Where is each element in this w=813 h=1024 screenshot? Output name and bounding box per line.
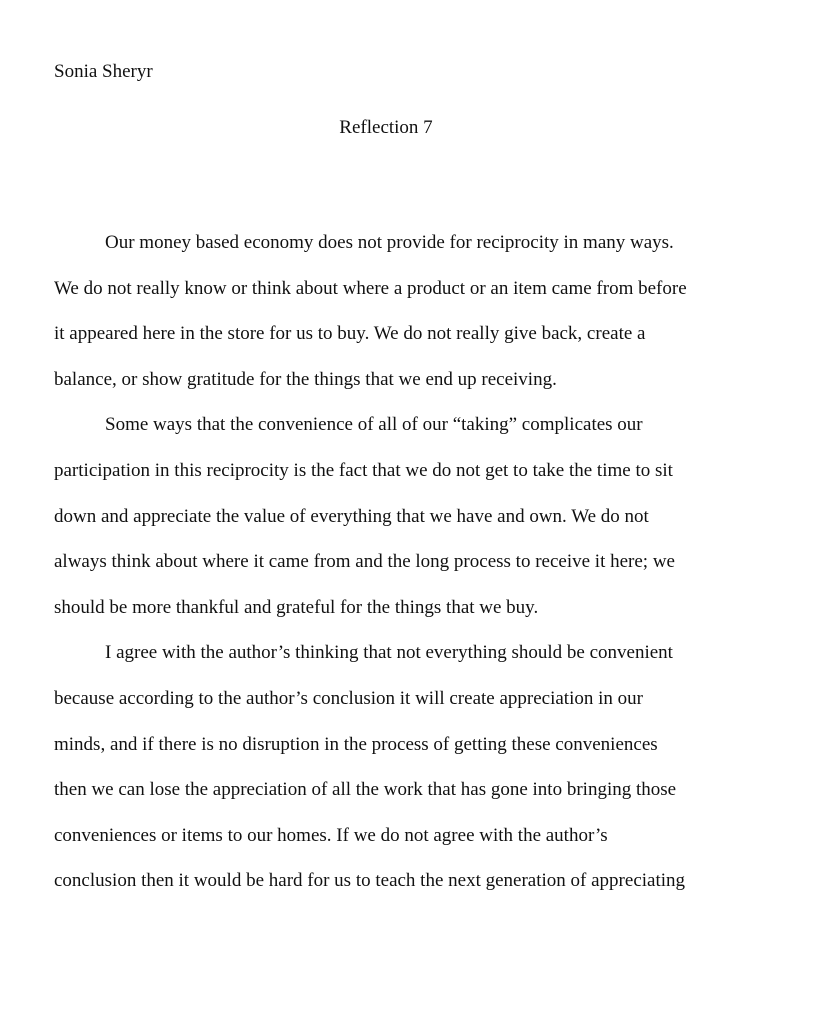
paragraph-3-line-5: conveniences or items to our homes. If we do not agree with the author’s — [54, 824, 608, 846]
author-name: Sonia Sheryr — [54, 61, 153, 82]
paragraph-3-line-2: because according to the author’s conclusion it will create appreciation in our — [54, 687, 643, 709]
paragraph-1-line-2: We do not really know or think about where a product or an item came from before — [54, 277, 687, 299]
paragraph-1-line-4: balance, or show gratitude for the things that we end up receiving. — [54, 368, 557, 390]
paragraph-2-line-5: should be more thankful and grateful for the things that we buy. — [54, 596, 539, 618]
paragraph-2-line-2: participation in this reciprocity is the fact that we do not get to take the time to sit — [54, 459, 673, 481]
paragraph-1-line-1: Our money based economy does not provide for reciprocity in many ways. — [105, 232, 674, 253]
paragraph-2-line-3: down and appreciate the value of everything that we have and own. We do not — [54, 505, 649, 527]
paragraph-1-line-3: it appeared here in the store for us to buy. We do not really give back, create a — [54, 323, 646, 345]
paragraph-2-line-4: always think about where it came from and the long process to receive it here; we — [54, 551, 675, 573]
paragraph-2-line-1: Some ways that the convenience of all of our “taking” complicates our — [105, 414, 643, 436]
paragraph-3-line-6: conclusion then it would be hard for us to teach the next generation of appreciating — [54, 870, 686, 892]
document-title: Reflection 7 — [339, 117, 433, 138]
paragraph-3-line-1: I agree with the author’s thinking that not everything should be convenient — [105, 642, 673, 664]
document-body — [54, 229, 754, 913]
paragraph-3-line-3: minds, and if there is no disruption in the process of getting these conveniences — [54, 733, 658, 755]
paragraph-3-line-4: then we can lose the appreciation of all the work that has gone into bringing those — [54, 779, 677, 801]
